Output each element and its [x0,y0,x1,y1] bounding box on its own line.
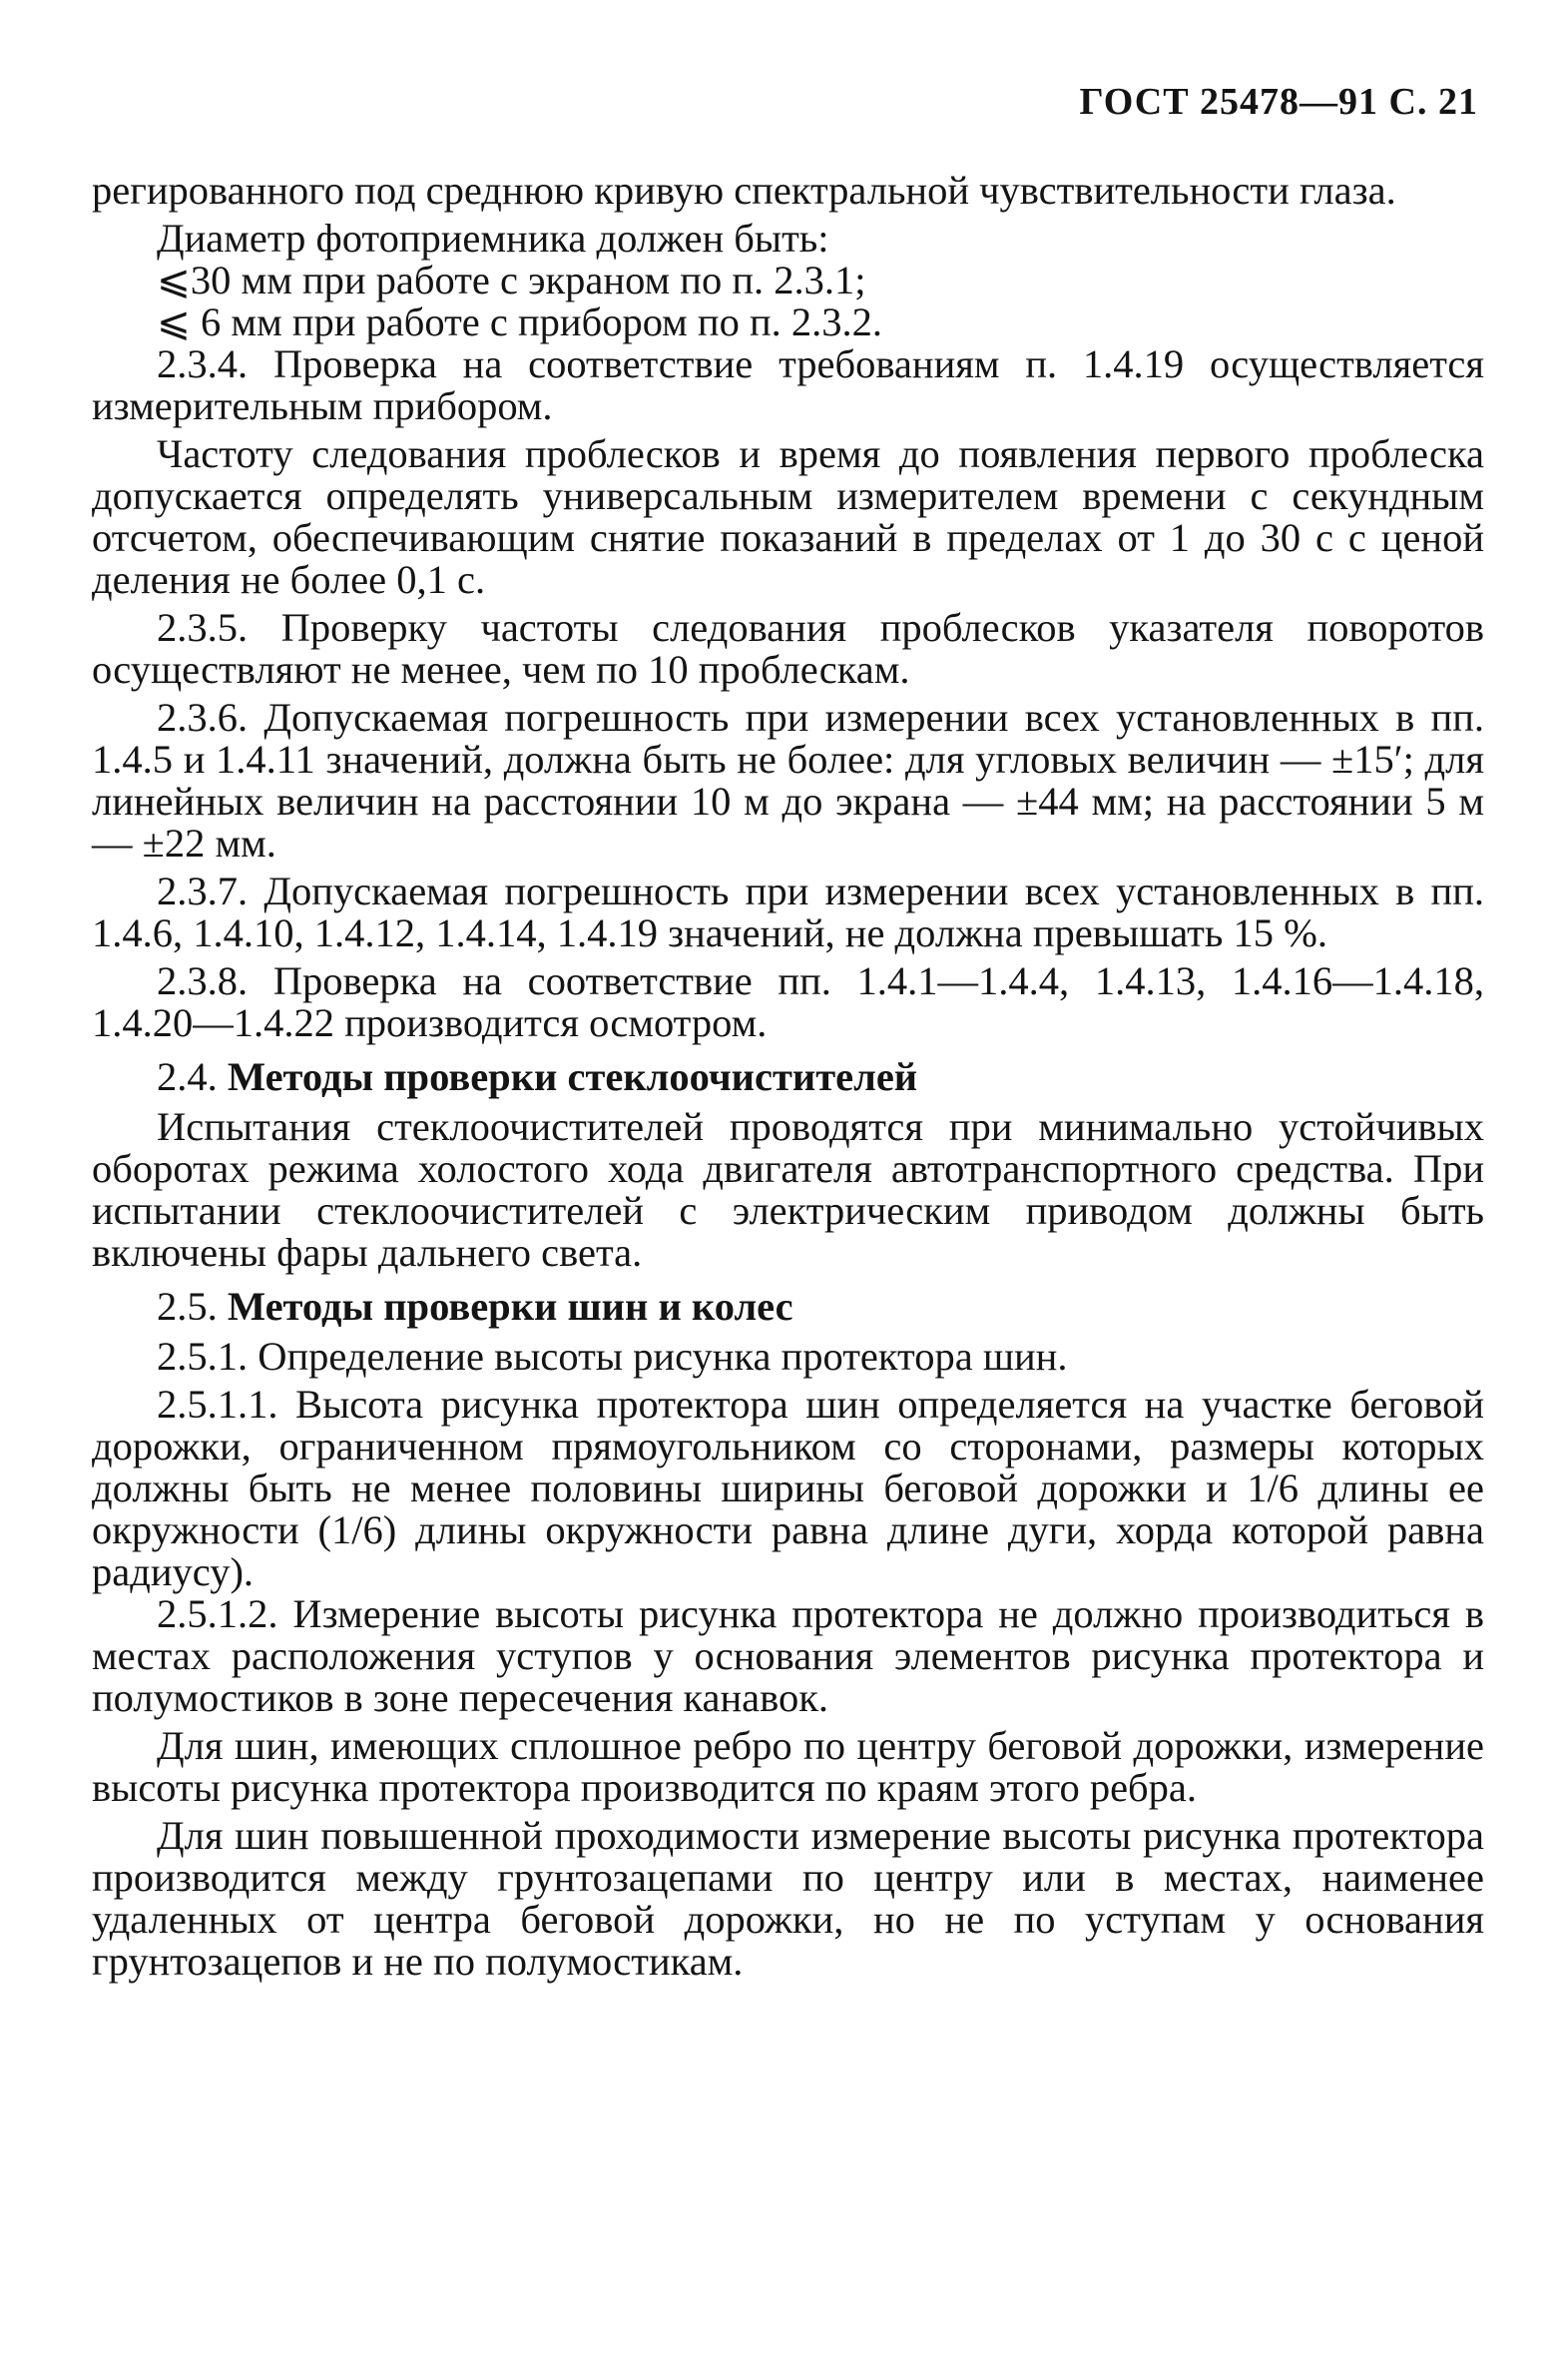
section-heading-2-5 [92,1286,1484,1328]
paragraph-2-5-1-2: 2.5.1.2. Измерение высоты рисунка протектора не должно производиться в местах расположения уступов у основания элементов рисунка протектора и полумостиков в зоне пересечения канавок. [92,1591,1484,1720]
page-body [92,170,1484,1983]
section-number: 2.4. [157,1054,218,1099]
paragraph-diameter: Диаметр фотоприемника должен быть: [157,216,829,261]
paragraph-solid-rib: Для шин, имеющих сплошное ребро по центру беговой дорожки, измерение высоты рисунка протектора производится по краям этого ребра. [92,1723,1484,1810]
section-number: 2.5. [157,1284,218,1329]
paragraph-flash-frequency: Частоту следования проблесков и время до появления первого проблеска допускается определять универсальным измерителем времени с секундным отсчетом, обеспечивающим снятие показаний в пределах от 1 до 30 с с ценой деления не более 0,1 с. [92,431,1484,602]
paragraph-device-limit: ⩽ 6 мм при работе с прибором по п. 2.3.2. [157,299,883,344]
paragraph-continuation: регированного под среднюю кривую спектральной чувствительности глаза. [92,168,1396,213]
paragraph-screen-limit: ⩽30 мм при работе с экраном по п. 2.3.1; [157,258,866,302]
paragraph-off-road-tires: Для шин повышенной проходимости измерение высоты рисунка протектора производится между грунтозацепами по центру или в местах, наименее удаленных от центра беговой дорожки, но не по уступам у основания грунтозацепов и не по полумостикам. [92,1813,1484,1984]
paragraph-2-3-7: 2.3.7. Допускаемая погрешность при измерении всех установленных в пп. 1.4.6, 1.4.10, 1.4.12, 1.4.14, 1.4.19 значений, не должна превышать 15 %. [92,869,1484,955]
paragraph-2-5-1: 2.5.1. Определение высоты рисунка протектора шин. [157,1334,1068,1379]
paragraph-2-3-4: 2.3.4. Проверка на соответствие требованиям п. 1.4.19 осуществляется измерительным прибором. [92,341,1484,428]
paragraph-2-5-1-1: 2.5.1.1. Высота рисунка протектора шин определяется на участке беговой дорожки, ограниченном прямоугольником со сторонами, размеры которых должны быть не менее половины ширины беговой дорожки и 1/6 длины ее окружности (1/6) длины окружности равна длине дуги, хорда которой равна радиусу). [92,1382,1484,1594]
section-title: Методы проверки стеклоочистителей [227,1054,918,1099]
paragraph-2-3-8: 2.3.8. Проверка на соответствие пп. 1.4.1—1.4.4, 1.4.13, 1.4.16—1.4.18, 1.4.20—1.4.22 производится осмотром. [92,958,1484,1045]
section-title: Методы проверки шин и колес [227,1284,793,1329]
paragraph-2-3-6: 2.3.6. Допускаемая погрешность при измерении всех установленных в пп. 1.4.5 и 1.4.11 значений, должна быть не более: для угловых величин — ±15′; для линейных величин на расстоянии 10 м до экрана — ±44 мм; на расстоянии 5 м — ±22 мм. [92,695,1484,866]
paragraph-2-3-5: 2.3.5. Проверку частоты следования проблесков указателя поворотов осуществляют не менее, чем по 10 проблескам. [92,605,1484,692]
section-heading-2-4 [92,1056,1484,1098]
paragraph-wipers-test: Испытания стеклоочистителей проводятся при минимально устойчивых оборотах режима холостого хода двигателя автотранспортного средства. При испытании стеклоочистителей с электрическим приводом должны быть включены фары дальнего света. [92,1104,1484,1275]
page-header: ГОСТ 25478—91 С. 21 [1079,81,1478,123]
